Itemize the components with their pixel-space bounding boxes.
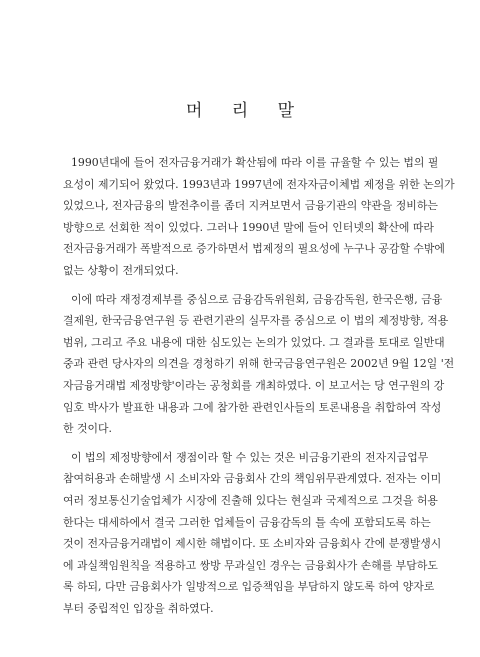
text-line: 전자금융거래가 폭발적으로 증가하면서 법제정의 필요성에 누구나 공감할 수밖에 (63, 242, 445, 256)
text-line: 자금융거래법 제정방향'이라는 공청회를 개최하였다. 이 보고서는 당 연구원의 강 (63, 378, 445, 392)
text-line: 1990년대에 들어 전자금융거래가 확산됨에 따라 이를 규율할 수 있는 법의 필 (71, 156, 439, 169)
text-line: 이에 따라 재정경제부를 중심으로 금융감독위원회, 금융감독원, 한국은행, 금융 (71, 292, 443, 306)
page-title: 머 리 말 (185, 101, 307, 121)
text-line: 임호 박사가 발표한 내용과 그에 참가한 관련인사들의 토론내용을 취합하여 작성 (63, 400, 442, 414)
text-line: 결제원, 한국금융연구원 등 관련기관의 실무자를 중심으로 이 법의 제정방향, 적용 (63, 314, 449, 328)
text-line: 참여허용과 손해발생 시 소비자와 금융회사 간의 책임위무관계였다. 전자는 이미 (63, 472, 442, 486)
text-line: 록 하되, 다만 금융회사가 일방적으로 입증책임을 부담하지 않도록 하여 양자로 (63, 580, 435, 594)
text-line: 범위, 그리고 주요 내용에 대한 심도있는 논의가 있었다. 그 결과를 토대로 일반대 (63, 335, 445, 349)
text-line: 요성이 제기되어 왔었다. 1993년과 1997년에 전자자금이체법 제정을 위한 논의가 (63, 177, 455, 191)
paragraph (63, 152, 455, 282)
text-line: 이 법의 제정방향에서 쟁점이라 할 수 있는 것은 비금융기관의 전자지급업무 (71, 450, 429, 464)
preface-body (63, 152, 455, 619)
text-line: 방향으로 선회한 적이 있었다. 그러나 1990년 말에 들어 인터넷의 확산에 따라 (63, 220, 434, 234)
paragraph (63, 289, 455, 440)
text-line: 중과 관련 당사자의 의견을 경청하기 위해 한국금융연구원은 2002년 9월 12일 '전 (63, 357, 455, 371)
text-line: 것이 전자금융거래법이 제시한 해법이다. 또 소비자와 금융회사 간에 분쟁발생시 (63, 537, 442, 551)
text-line: 한다는 대세하에서 결국 그러한 업체들이 금융감독의 틀 속에 포함되도록 하는 (63, 515, 431, 529)
text-line: 있었으나, 전자금융의 발전추이를 좀더 지켜보면서 금융기관의 약관을 정비하는 (63, 199, 438, 213)
text-line: 에 과실책임원칙을 적용하고 쌍방 무과실인 경우는 금융회사가 손해를 부담하도 (63, 558, 438, 572)
paragraph (63, 447, 442, 620)
text-line: 없는 상황이 전개되었다. (63, 263, 179, 277)
text-line: 한 것이다. (63, 422, 113, 436)
text-line: 부터 중립적인 입장을 취하였다. (63, 601, 214, 615)
text-line: 여러 정보통신기술업체가 시장에 진출해 있다는 현실과 국제적으로 그것을 허용 (63, 493, 438, 507)
